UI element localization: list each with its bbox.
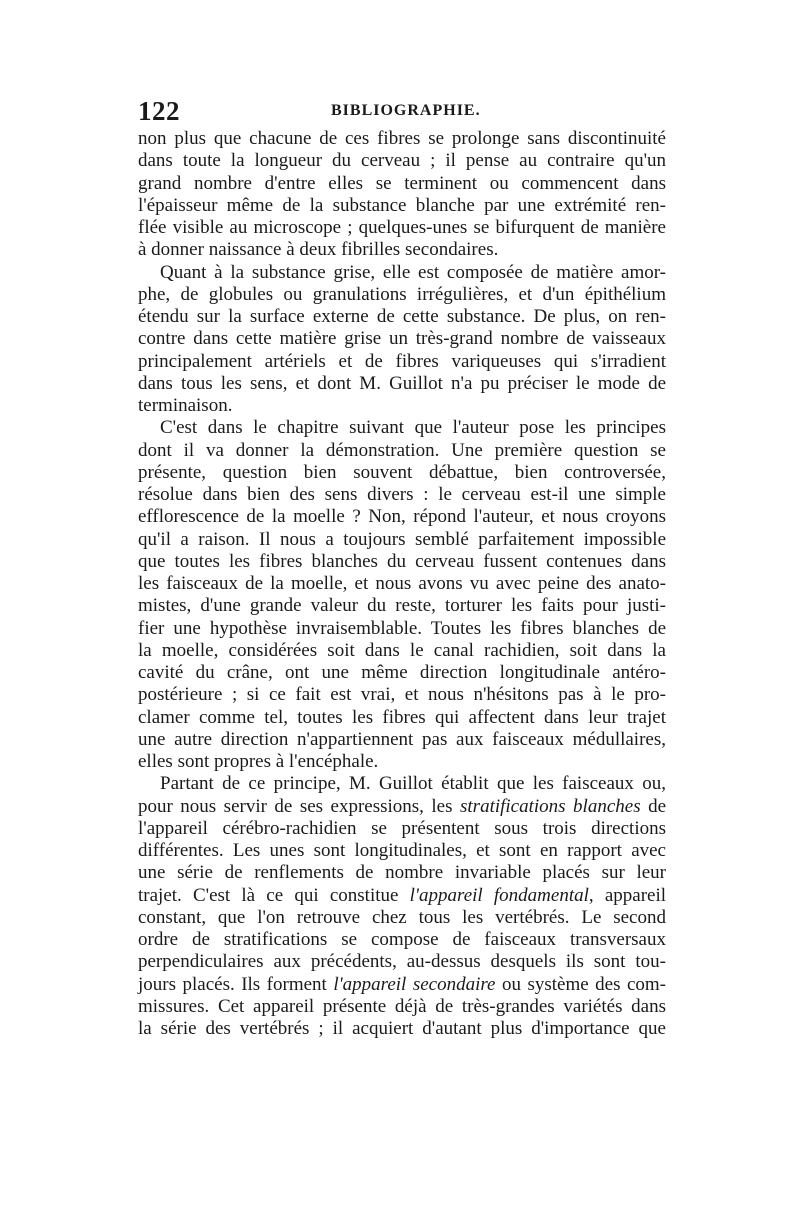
text-line: phe, de globules ou granulations irrégulières, et d'un épithélium — [138, 283, 666, 305]
text-line: constant, que l'on retrouve chez tous les vertébrés. Le second — [138, 906, 666, 928]
text-run: trajet. C'est là ce qui constitue — [138, 884, 410, 906]
text-line: ordre de stratifications se compose de faisceaux transversaux — [138, 929, 666, 950]
text-line: la série des vertébrés ; il acquiert d'autant plus d'importance que — [138, 1018, 666, 1039]
italic-term: stratifications blanches — [460, 795, 641, 817]
text-run: ou système des com- — [495, 973, 666, 995]
text-run: de — [640, 795, 667, 817]
text-line: étendu sur la surface externe de cette substance. De plus, on ren- — [138, 306, 666, 327]
text-line: une autre direction n'appartiennent pas aux faisceaux médullaires, — [138, 728, 666, 750]
page-number: 122 — [138, 96, 180, 126]
text-line: mistes, d'une grande valeur du reste, torturer les faits pour justi- — [138, 595, 666, 617]
body-text — [138, 128, 666, 1040]
text-line: l'épaisseur même de la substance blanche par une extrémité ren- — [138, 194, 666, 216]
text-line: grand nombre d'entre elles se terminent ou commencent dans — [138, 172, 666, 194]
text-line: elles sont propres à l'encéphale. — [138, 751, 379, 772]
text-line: l'appareil cérébro-rachidien se présentent sous trois directions — [138, 817, 666, 839]
text-line: Partant de ce principe, M. Guillot établit que les faisceaux ou, — [160, 773, 666, 795]
text-line: dans tous les sens, et dont M. Guillot n'a pu préciser le mode de — [138, 372, 666, 394]
text-line: différentes. Les unes sont longitudinales, et sont en rapport avec — [138, 840, 666, 861]
text-line: principalement artériels et de fibres variqueuses qui s'irradient — [138, 350, 666, 372]
text-line: présente, question bien souvent débattue, bien controversée, — [138, 461, 666, 483]
text-line: dans toute la longueur du cerveau ; il pense au contraire qu'un — [138, 150, 666, 172]
text-run: , appareil — [588, 884, 667, 906]
text-line: résolue dans bien des sens divers : le cerveau est-il une simple — [138, 484, 666, 505]
text-line: postérieure ; si ce fait est vrai, et nous n'hésitons pas à le pro- — [138, 684, 666, 706]
text-line: Quant à la substance grise, elle est composée de matière amor- — [160, 261, 666, 283]
text-line — [138, 885, 666, 907]
text-line — [138, 796, 666, 818]
text-line: cavité du crâne, ont une même direction longitudinale antéro- — [138, 662, 666, 683]
text-line: qu'il a raison. Il nous a toujours semblé parfaitement impossible — [138, 528, 666, 550]
italic-term: l'appareil secondaire — [333, 973, 496, 995]
text-line: que toutes les fibres blanches du cerveau fussent contenues dans — [138, 550, 666, 572]
text-line: une série de renflements de nombre invariable placés sur leur — [138, 862, 666, 884]
text-run: jours placés. Ils forment — [138, 973, 334, 995]
text-line: clamer comme tel, toutes les fibres qui affectent dans leur trajet — [138, 706, 666, 728]
text-line: dont il va donner la démonstration. Une première question se — [138, 439, 666, 461]
text-run: pour nous servir de ses expressions, les — [138, 795, 460, 817]
text-line: missures. Cet appareil présente déjà de très-grandes variétés dans — [138, 995, 666, 1017]
text-line — [138, 974, 666, 996]
text-line: non plus que chacune de ces fibres se prolonge sans discontinuité — [138, 128, 666, 149]
running-title: BIBLIOGRAPHIE. — [331, 102, 481, 119]
text-line: la moelle, considérées soit dans le canal rachidien, soit dans la — [138, 639, 666, 661]
text-line: à donner naissance à deux fibrilles secondaires. — [138, 239, 499, 261]
text-line: fier une hypothèse invraisemblable. Toutes les fibres blanches de — [138, 617, 666, 639]
text-line: efflorescence de la moelle ? Non, répond l'auteur, et nous croyons — [138, 506, 666, 528]
page-header — [138, 96, 666, 126]
text-line: perpendiculaires aux précédents, au-dessus desquels ils sont tou- — [138, 951, 666, 973]
text-line: flée visible au microscope ; quelques-unes se bifurquent de manière — [138, 217, 666, 238]
text-line: les faisceaux de la moelle, et nous avons vu avec peine des anato- — [138, 573, 666, 594]
text-line: contre dans cette matière grise un très-grand nombre de vaisseaux — [138, 328, 666, 350]
text-line: C'est dans le chapitre suivant que l'auteur pose les principes — [160, 417, 666, 439]
italic-term: l'appareil fondamental — [409, 884, 589, 906]
text-line: terminaison. — [138, 395, 233, 416]
